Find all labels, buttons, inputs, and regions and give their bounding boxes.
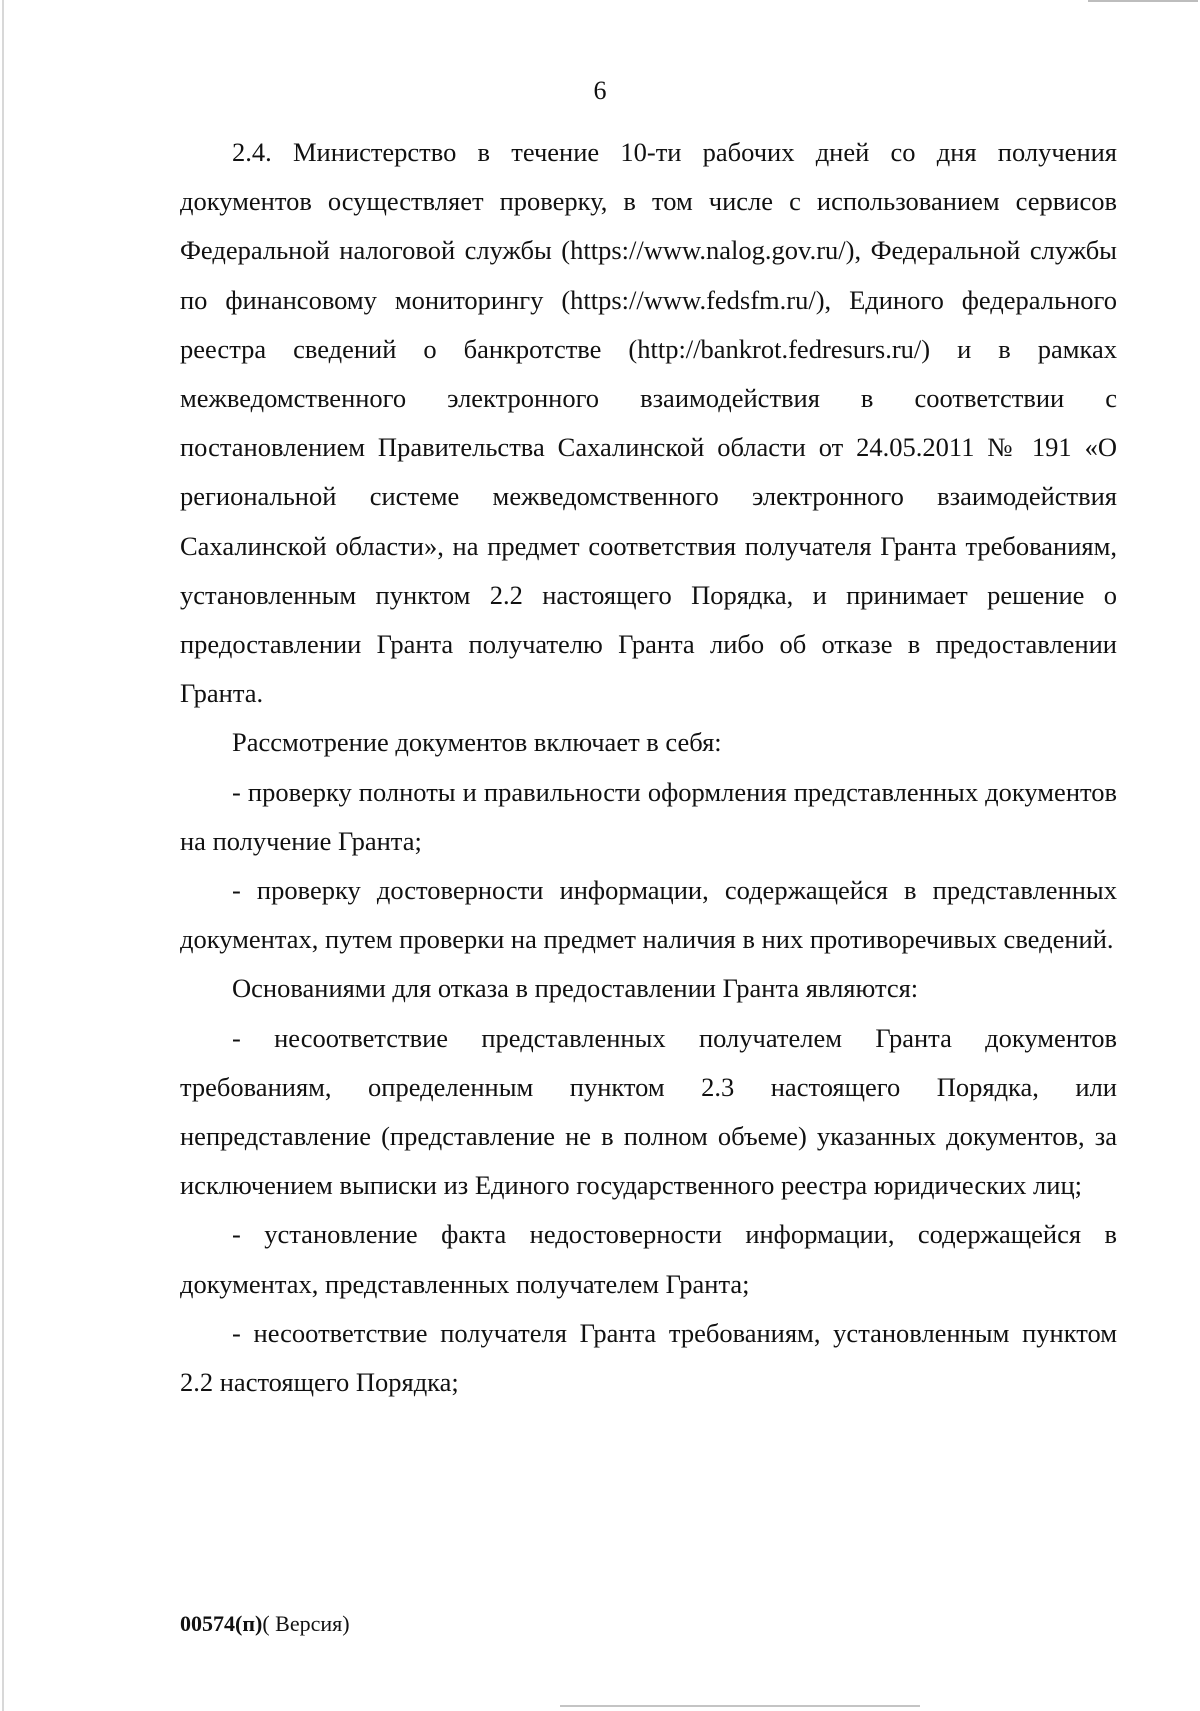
footer-document-code: 00574(п)	[180, 1611, 263, 1636]
list-item-documents-noncompliance: - несоответствие представленных получателем Гранта документов требованиям, определенным пунктом 2.3 настоящего Порядка, или непредставление (представление не в полном объеме) указанных документов, за исключением выписки из Единого государственного реестра юридических лиц;	[180, 1022, 1117, 1201]
document-body	[180, 128, 1117, 1407]
page-number: 6	[593, 76, 607, 105]
paragraph-review-procedure: 2.4. Министерство в течение 10-ти рабочих дней со дня получения документов осуществляет проверку, в том числе с использованием сервисов Федеральной налоговой службы (https://www.nalog.gov.ru/), Федеральной службы по финансовому мониторингу (https://www.fedsfm.ru/), Единого федерального реестра сведений о банкротстве (http://bankrot.fedresurs.ru/) и в рамках межведомственного электронного взаимодействия в соответствии с постановлением Правительства Сахалинской области от 24.05.2011 № 191 «О региональной системе межведомственного электронного взаимодействия Сахалинской области», на предмет соответствия получателя Гранта требованиям, установленным пунктом 2.2 настоящего Порядка, и принимает решение о предоставлении Гранта получателю Гранта либо об отказе в предоставлении Гранта.	[180, 137, 1117, 709]
footer-version: ( Версия)	[262, 1611, 350, 1636]
list-item-completeness-check: - проверку полноты и правильности оформления представленных документов на получение Гранта;	[180, 776, 1117, 856]
document-footer	[180, 1611, 350, 1637]
paragraph-refusal-grounds: Основаниями для отказа в предоставлении Гранта являются:	[232, 973, 919, 1004]
scan-artifact-bottom	[560, 1705, 920, 1707]
paragraph-review-includes: Рассмотрение документов включает в себя:	[232, 727, 722, 758]
scan-artifact-top-right	[1088, 0, 1198, 2]
list-item-reliability-check: - проверку достоверности информации, содержащейся в представленных документах, путем проверки на предмет наличия в них противоречивых сведений.	[180, 875, 1117, 955]
list-item-recipient-noncompliance: - несоответствие получателя Гранта требованиям, установленным пунктом 2.2 настоящего Порядка;	[180, 1317, 1117, 1398]
list-item-unreliable-information: - установление факта недостоверности информации, содержащейся в документах, представленных получателем Гранта;	[180, 1219, 1117, 1299]
scan-artifact-left-edge	[2, 0, 4, 1711]
